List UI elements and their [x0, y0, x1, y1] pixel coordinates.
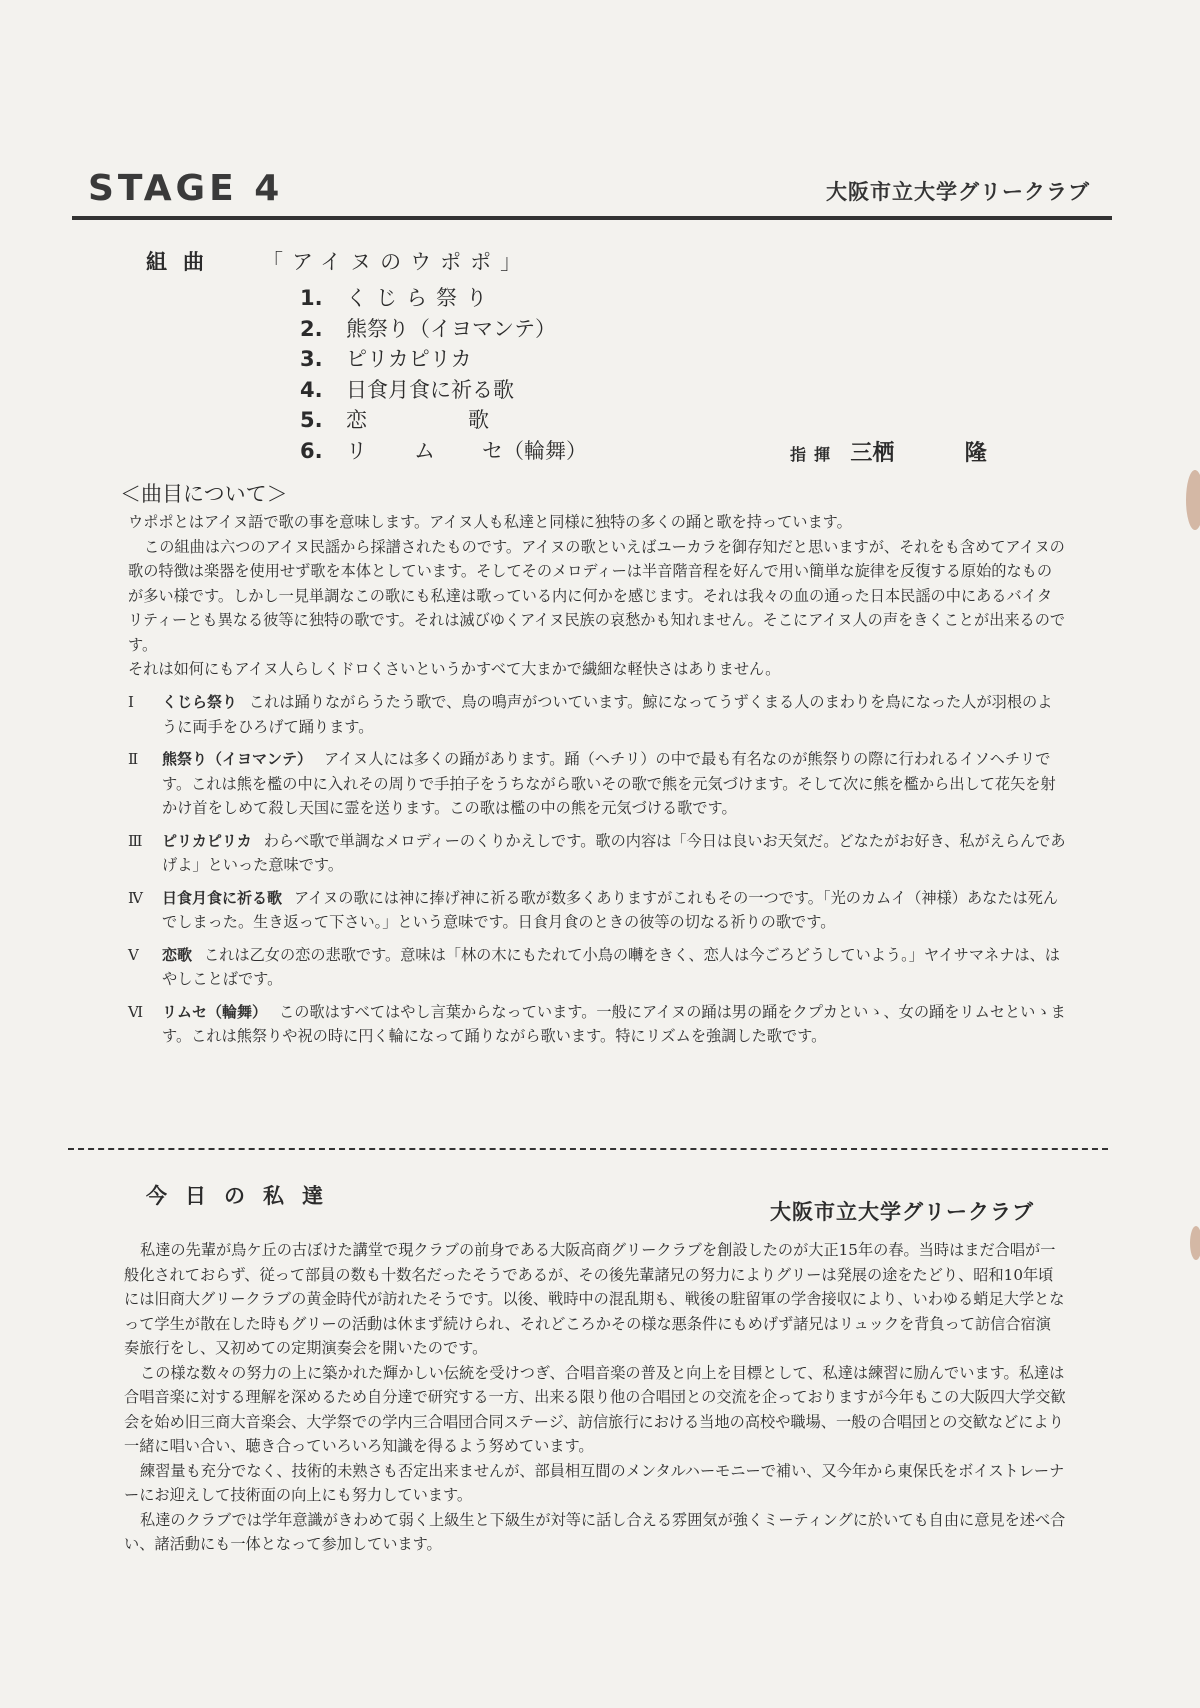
movement-title-part: （輪舞） [503, 438, 587, 463]
movement-note [128, 829, 1066, 878]
movement-title-part: リ [346, 438, 367, 463]
movement-item [300, 404, 587, 435]
movement-number: 5. [300, 408, 323, 432]
movement-note [128, 747, 1066, 821]
movement-number: 2. [300, 316, 323, 341]
note-numeral: Ⅳ [128, 888, 143, 907]
conductor-given-name: 隆 [964, 441, 987, 466]
note-numeral: Ⅲ [128, 831, 143, 850]
intro-paragraph: それは如何にもアイヌ人らしくドロくさいというかすべて大まかで繊細な軽快さはありません。 [128, 660, 781, 678]
movement-item [300, 282, 587, 313]
movement-item [300, 374, 587, 405]
movement-title-part: セ [482, 438, 503, 463]
intro-paragraph: ウポポとはアイヌ語で歌の事を意味します。アイヌ人も私達と同様に独特の多くの踊と歌を持っています。 [128, 513, 852, 531]
program-notes-intro [128, 510, 1066, 682]
movement-number: 3. [300, 347, 323, 371]
movement-title: 日食月食に祈る歌 [346, 377, 514, 402]
note-numeral: Ⅱ [128, 750, 139, 768]
movement-item [300, 343, 587, 374]
movement-title: 熊祭り（イヨマンテ） [346, 316, 556, 341]
movement-title-part: 恋 [346, 408, 367, 432]
suite-title: 「アイヌのウポポ」 [262, 250, 531, 274]
note-title: 恋歌 [162, 945, 193, 964]
note-title: ピリカピリカ [162, 831, 252, 850]
note-title: くじら祭り [162, 693, 238, 711]
note-title: リムセ（輪舞） [162, 1002, 268, 1021]
movement-number: 4. [300, 377, 323, 402]
note-text: アイヌ人には多くの踊があります。踊（ヘチリ）の中で最も有名なのが熊祭りの際に行われるイソヘチリです。これは熊を檻の中に入れその周りで手拍子をうちながら歌いその歌で熊を元気づけます。そして次に熊を檻から出して花矢を射かけ首をしめて殺し天国に霊を送ります。この歌は檻の中の熊を元気づける歌です。 [162, 750, 1056, 817]
today-club-name: 大阪市立大学グリークラブ [770, 1200, 1034, 1224]
movement-list [300, 282, 587, 465]
note-text: これは踊りながらうたう歌で、鳥の鳴声がついています。鯨になってうずくまる人のまわりを鳥になった人が羽根のように両手をひろげて踊ります。 [162, 693, 1053, 736]
conductor-name: 三栖 [850, 441, 895, 466]
today-paragraph: 私達のクラブでは学年意識がきわめて弱く上級生と下級生が対等に話し合える雰囲気が強くミーティングに於いても自由に意見を述べ合い、諸活動にも一体となって参加しています。 [124, 1510, 1066, 1553]
program-notes-heading: ＜曲目について＞ [120, 482, 288, 506]
intro-paragraph: この組曲は六つのアイヌ民謡から採譜されたものです。アイヌの歌といえばユーカラを御存知だと思いますが、それをも含めてアイヌの歌の特徴は楽器を使用せず歌を本体としています。そしてそのメロディーは半音階音程を好んで用い簡単な旋律を反復する原始的なものが多い様です。しかし一見単調なこの歌にも私達は歌っている内に何かを感じます。それは我々の血の通った日本民謡の中にあるバイタリティーとも異なる彼等に独特の歌です。それは滅びゆくアイヌ民族の哀愁かも知れません。そこにアイヌ人の声をきくことが出来るのです。 [128, 537, 1066, 654]
movement-item [300, 435, 587, 466]
movement-note [128, 886, 1066, 935]
conductor-label: 指揮 [790, 445, 839, 464]
note-text: アイヌの歌には神に捧げ神に祈る歌が数多くありますがこれもその一つです。「光のカムイ（神様）あなたは死んでしまった。生き返って下さい。」という意味です。日食月食のときの彼等の切なる祈りの歌です。 [162, 888, 1059, 931]
section-divider [68, 1148, 1108, 1150]
movement-notes [128, 690, 1066, 1057]
note-title: 熊祭り（イヨマンテ） [162, 750, 313, 768]
movement-number: 6. [300, 438, 323, 463]
paper-stain [1190, 1226, 1200, 1260]
suite-label: 組曲 [146, 250, 220, 274]
header-rule [72, 216, 1112, 220]
note-numeral: Ⅴ [128, 945, 139, 964]
movement-item [300, 313, 587, 344]
conductor-credit [790, 436, 987, 467]
today-paragraph: この様な数々の努力の上に築かれた輝かしい伝統を受けつぎ、合唱音楽の普及と向上を目標として、私達は練習に励んでいます。私達は合唱音楽に対する理解を深めるため自分達で研究する一方、出来る限り他の合唱団との交流を企っておりますが今年もこの大阪四大学交歓会を始め旧三商大音楽会、大学祭での学内三合唱団合同ステージ、訪信旅行における当地の高校や職場、一般の合唱団との交歓などにより一緒に唱い合い、聴き合っていろいろ知識を得るよう努めています。 [124, 1363, 1066, 1455]
stage-header [88, 168, 1090, 208]
movement-note [128, 943, 1066, 992]
stage-club-name: 大阪市立大学グリークラブ [826, 180, 1090, 204]
paper-stain [1186, 470, 1200, 530]
movement-title-part: 歌 [468, 408, 489, 432]
movement-note [128, 1000, 1066, 1049]
movement-number: 1. [300, 286, 323, 310]
stage-title: STAGE 4 [88, 168, 284, 209]
today-paragraph: 練習量も充分でなく、技術的未熟さも否定出来ませんが、部員相互間のメンタルハーモニーで補い、又今年から東保氏をボイストレーナーにお迎えして技術面の向上にも努力しています。 [124, 1461, 1065, 1504]
note-text: わらべ歌で単調なメロディーのくりかえしです。歌の内容は「今日は良いお天気だ。どなたがお好き、私がえらんであげよ」といった意味です。 [162, 831, 1066, 874]
note-title: 日食月食に祈る歌 [162, 888, 283, 907]
movement-title: くじら祭り [346, 286, 496, 310]
movement-title-part: ム [414, 438, 435, 463]
note-numeral: Ⅵ [128, 1002, 144, 1021]
today-section-title: 今日の私達 [146, 1184, 341, 1208]
today-paragraph: 私達の先輩が鳥ケ丘の古ぼけた講堂で現クラブの前身である大阪高商グリークラブを創設したのが大正15年の春。当時はまだ合唱が一般化されておらず、従って部員の数も十数名だったそうであるが、その後先輩諸兄の努力によりグリーは発展の途をたどり、昭和10年頃には旧商大グリークラブの黄金時代が訪れたそうです。以後、戦時中の混乱期も、戦後の駐留軍の学舎接収により、いわゆる蛸足大学となって学生が散在した時もグリーの活動は休まず続けられ、それどころかその様な悪条件にもめげず諸兄はリュックを背負って訪信合宿演奏旅行をし、又初めての定期演奏会を開いたのです。 [124, 1241, 1065, 1357]
note-text: この歌はすべてはやし言葉からなっています。一般にアイヌの踊は男の踊をクプカといゝ、女の踊をリムセといゝます。これは熊祭りや祝の時に円く輪になって踊りながら歌います。特にリズムを強調した歌です。 [162, 1002, 1066, 1045]
movement-note [128, 690, 1066, 739]
note-text: これは乙女の恋の悲歌です。意味は「林の木にもたれて小鳥の囀をきく、恋人は今ごろどうしていよう。」ヤイサマネナは、はやしことばです。 [162, 945, 1060, 988]
note-numeral: Ⅰ [128, 693, 134, 711]
movement-title: ピリカピリカ [346, 347, 472, 371]
today-body [124, 1238, 1066, 1557]
